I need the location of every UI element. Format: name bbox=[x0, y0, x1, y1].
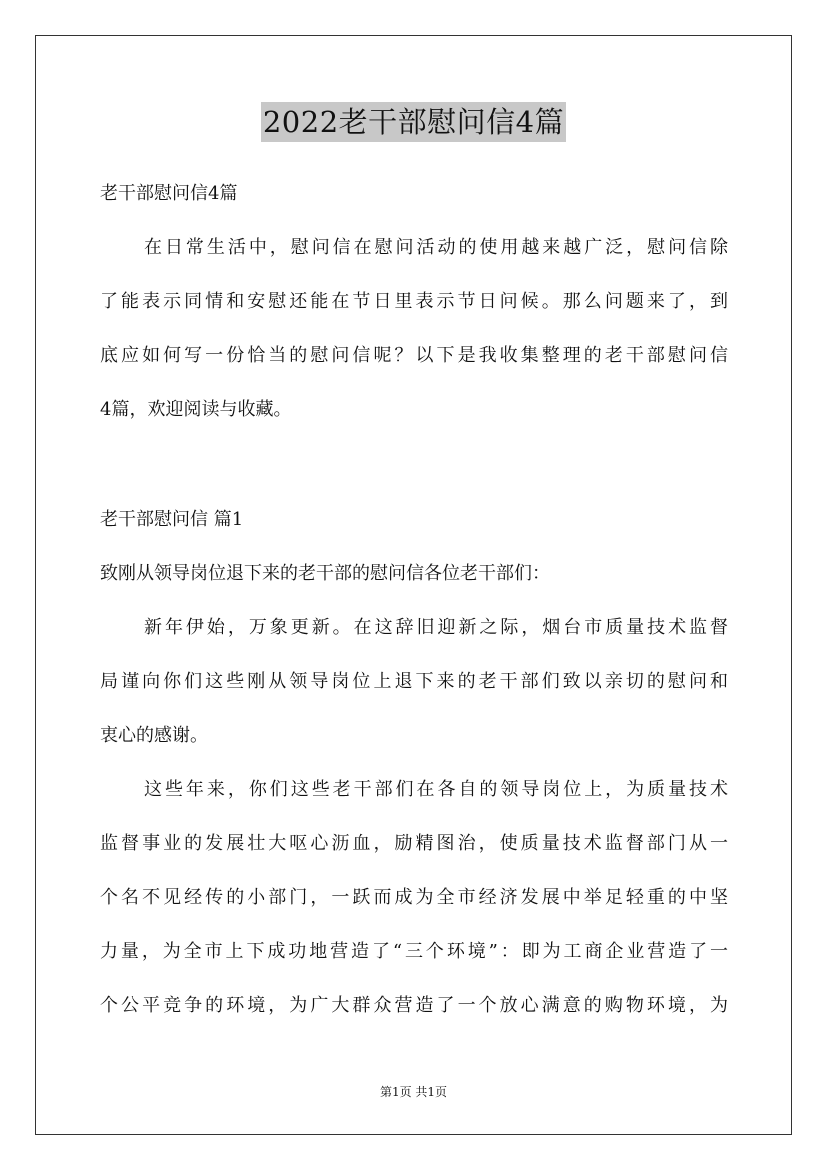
title-container bbox=[0, 102, 827, 142]
document-subtitle: 老干部慰问信4篇 bbox=[100, 183, 238, 204]
section-heading: 老干部慰问信 篇1 bbox=[100, 509, 244, 530]
document-title: 2022老干部慰问信4篇 bbox=[261, 102, 566, 142]
paragraph-line: 这些年来，你们这些老干部们在各自的领导岗位上，为质量技术 bbox=[144, 779, 728, 800]
paragraph-line: 衷心的感谢。 bbox=[100, 725, 208, 746]
paragraph-line: 监督事业的发展壮大呕心沥血，励精图治，使质量技术监督部门从一 bbox=[100, 833, 728, 854]
salutation: 致刚从领导岗位退下来的老干部的慰问信各位老干部们： bbox=[100, 563, 550, 584]
intro-line: 在日常生活中，慰问信在慰问活动的使用越来越广泛，慰问信除 bbox=[144, 237, 728, 258]
paragraph-line: 力量，为全市上下成功地营造了“三个环境”：即为工商企业营造了一 bbox=[100, 941, 728, 962]
intro-line: 4篇，欢迎阅读与收藏。 bbox=[100, 399, 292, 420]
paragraph-line: 新年伊始，万象更新。在这辞旧迎新之际，烟台市质量技术监督 bbox=[144, 617, 728, 638]
intro-line: 底应如何写一份恰当的慰问信呢？以下是我收集整理的老干部慰问信 bbox=[100, 345, 728, 366]
page-number-footer: 第1页 共1页 bbox=[379, 1085, 448, 1099]
intro-line: 了能表示同情和安慰还能在节日里表示节日问候。那么问题来了，到 bbox=[100, 291, 728, 312]
paragraph-line: 局谨向你们这些刚从领导岗位上退下来的老干部们致以亲切的慰问和 bbox=[100, 671, 728, 692]
paragraph-line: 个公平竞争的环境，为广大群众营造了一个放心满意的购物环境，为 bbox=[100, 995, 728, 1016]
paragraph-line: 个名不见经传的小部门，一跃而成为全市经济发展中举足轻重的中坚 bbox=[100, 887, 728, 908]
